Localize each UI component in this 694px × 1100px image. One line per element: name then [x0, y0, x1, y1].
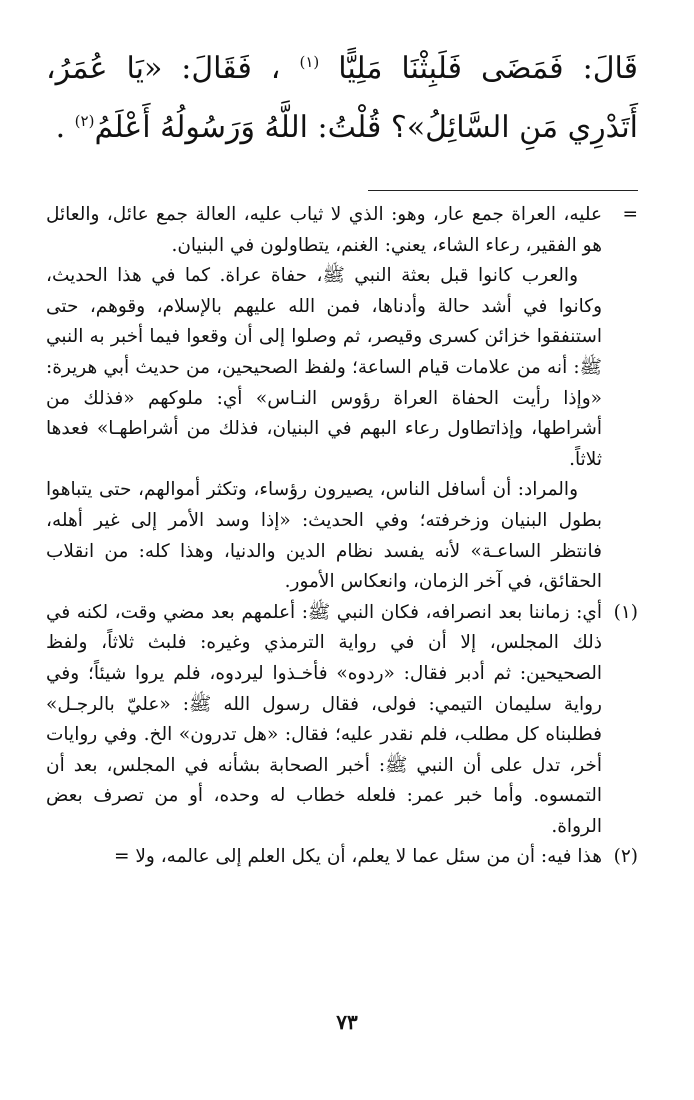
- page-number: ٧٣: [336, 1010, 358, 1034]
- footnotes: [46, 200, 638, 873]
- main-text-end: .: [55, 110, 66, 145]
- footnote-continuation-text: عليه، العراة جمع عار، وهو: الذي لا ثياب عليه، العالة جمع عائل، والعائل هو الفقير، رعاء الشاء، يعني: الغنم، يتطاولون في البنيان.: [46, 204, 602, 256]
- footnote-1-number: (١): [613, 601, 638, 623]
- footnote-1: [46, 598, 638, 843]
- footnote-ref-2: (٢): [74, 112, 95, 130]
- footnote-2-number: (٢): [613, 846, 638, 868]
- main-paragraph: [46, 36, 638, 154]
- footnote-separator: [368, 190, 638, 191]
- footnote-1-text: أي: زماننا بعد انصرافه، فكان النبي ﷺ: أعلمهم بعد مضي وقت، لكنه في ذلك المجلس، إلا أن في رواية الترمذي وغيره: فلبث ثلاثاً، ولفظ الصحيحين: ثم أدبر فقال: «ردوه» فأخـذوا ليردوه، فلم يروا شيئاً؛ وفي رواية سليمان التيمي: فولى، فقال رسول الله ﷺ: «عليّ بالرجـل» فطلبناه كل مطلب، فلم نقدر عليه؛ فقال: «هل تدرون» الخ. وفي روايات أخر، تدل على أن النبي ﷺ: أخبر الصحابة بشأنه في المجلس، بعد أن التمسوه. وأما خبر عمر: فلعله خطاب له وحده، أو من تصرف بعض الرواة.: [46, 601, 602, 837]
- continuation-marker: =: [622, 204, 638, 225]
- footnote-2: [46, 842, 638, 873]
- footnote-2-text: هذا فيه: أن من سئل عما لا يعلم، أن يكل العلم إلى عالمه، ولا =: [113, 846, 602, 868]
- footnote-ref-1: (١): [299, 53, 320, 71]
- footnote-paragraph-3: والمراد: أن أسافل الناس، يصيرون رؤساء، وتكثر أموالهم، حتى يتباهوا بطول البنيان وزخرفته؛ وفي الحديث: «إذا وسد الأمر إلى غير أهله، فانتظر الساعـة» لأنه يفسد نظام الدين والدنيا، وهذا كله: من انقلاب الحقائق، في آخر الزمان، وانعكاس الأمور.: [46, 479, 602, 593]
- footnote-continuation: [46, 200, 638, 598]
- main-text-part2: ، فَقَالَ: «يَا عُمَرُ، أَتَدْرِي مَنِ السَّائِلُ»؟ قُلْتُ: اللَّهُ وَرَسُولُهُ أَعْلَمُ: [46, 51, 638, 145]
- footnote-paragraph-2: والعرب كانوا قبل بعثة النبي ﷺ، حفاة عراة. كما في هذا الحديث، وكانوا في أشد حالة وأدناها، فمن الله عليهم بالإسلام، وقوهم، حتى استنفقوا خزائن كسرى وقيصر، ثم وصلوا إلى أن وقعوا فيما أخبر به النبي ﷺ: أنه من علامات قيام الساعة؛ ولفظ الصحيحين، من حديث أبي هريرة: «وإذا رأيت الحفاة العراة رؤوس النـاس» أي: ملوكهم «فذلك من أشراطها، وإذاتطاول رعاء البهم في البنيان، فذلك من أشراطهـا» فعدها ثلاثاً.: [46, 265, 602, 470]
- main-text-part1: قَالَ: فَمَضَى فَلَبِثْنَا مَلِيًّا: [338, 51, 638, 86]
- main-hadith-text: [46, 36, 638, 154]
